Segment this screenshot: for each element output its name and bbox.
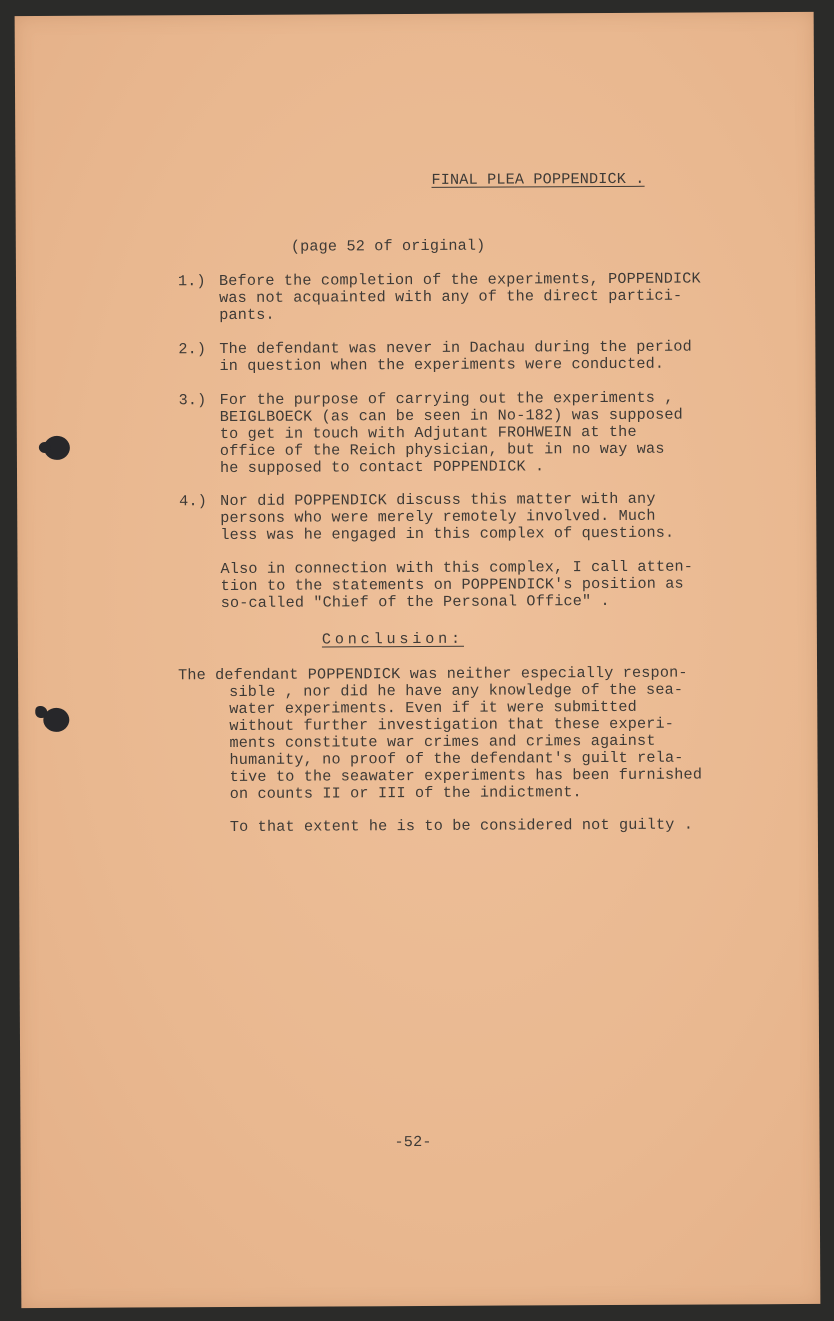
conclusion-line: sible , nor did he have any knowledge of the sea-	[229, 680, 684, 701]
conclusion-heading: Conclusion:	[321, 629, 464, 649]
document-title: FINAL PLEA POPPENDICK .	[431, 169, 645, 189]
item-number: 4.)	[179, 492, 208, 511]
conclusion-line: water experiments. Even if it were submitted	[229, 697, 637, 718]
paragraph-line: so-called "Chief of the Personal Office" .	[220, 591, 610, 613]
item-number: 2.)	[178, 340, 207, 359]
final-statement: To that extent he is to be considered not guilty .	[229, 815, 694, 836]
item-line: was not acquainted with any of the direct partici-	[219, 286, 683, 308]
paragraph-line: tion to the statements on POPPENDICK's position as	[220, 574, 684, 596]
item-line: office of the Reich physician, but in no way was	[219, 439, 665, 461]
item-line: The defendant was never in Dachau during the period	[219, 337, 692, 359]
conclusion-line: The defendant POPPENDICK was neither especially respon-	[178, 663, 688, 685]
item-number: 1.)	[177, 272, 206, 291]
item-line: to get in touch with Adjutant FROHWEIN at the	[219, 422, 637, 444]
punch-hole-icon	[35, 706, 47, 718]
item-line: Nor did POPPENDICK discuss this matter with any	[220, 489, 656, 511]
conclusion-line: tive to the seawater experiments has been furnished	[229, 765, 703, 786]
paragraph-line: Also in connection with this complex, I call atten-	[220, 557, 694, 579]
punch-hole-icon	[39, 442, 51, 453]
item-line: less was he engaged in this complex of questions.	[220, 523, 675, 545]
item-line: BEIGLBOECK (as can be seen in No-182) was supposed	[219, 405, 683, 427]
item-line: Before the completion of the experiments, POPPENDICK	[218, 269, 701, 291]
conclusion-line: without further investigation that these experi-	[229, 714, 675, 735]
page-number: -52-	[394, 1132, 432, 1152]
item-line: persons who were merely remotely involved. Much	[220, 506, 656, 528]
conclusion-line: ments constitute war crimes and crimes against	[229, 731, 656, 752]
item-line: pants.	[219, 305, 275, 325]
item-line: For the purpose of carrying out the experiments ,	[219, 388, 674, 410]
conclusion-line: humanity, no proof of the defendant's guilt rela-	[229, 748, 684, 769]
page-reference: (page 52 of original)	[290, 236, 486, 256]
document-page	[15, 12, 821, 1308]
conclusion-line: on counts II or III of the indictment.	[229, 783, 582, 803]
item-number: 3.)	[178, 391, 207, 410]
item-line: in question when the experiments were conducted.	[219, 354, 665, 376]
item-line: he supposed to contact POPPENDICK .	[219, 457, 545, 478]
